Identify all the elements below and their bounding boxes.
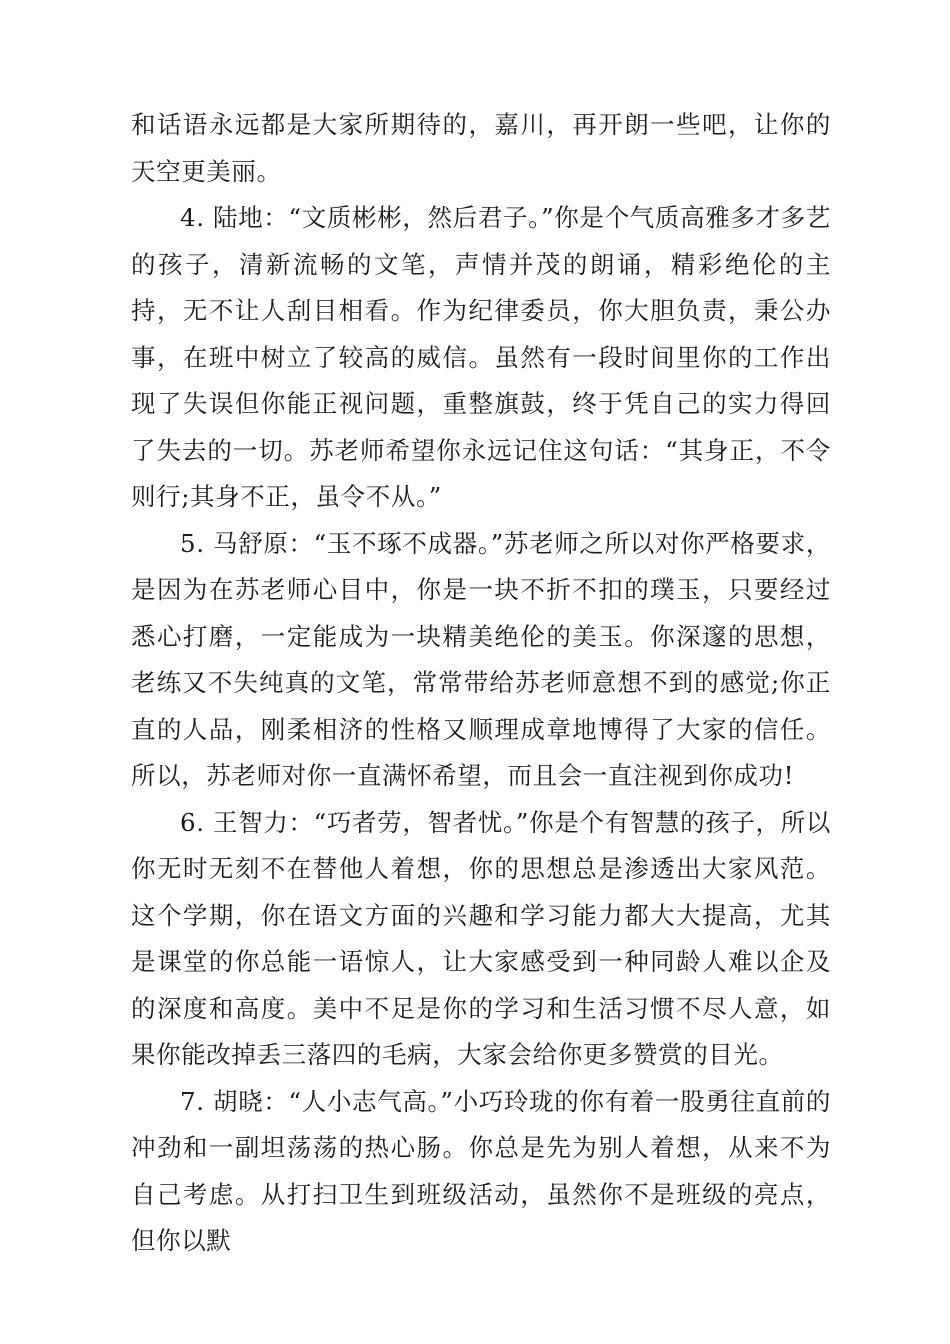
paragraph-comment-4: 4. 陆地：“文质彬彬，然后君子。”你是个气质高雅多才多艺的孩子，清新流畅的文笔，声情并茂的朗诵，精彩绝伦的主持，无不让人刮目相看。作为纪律委员，你大胆负责，秉公办事，在班中树立了较高的威信。虽然有一段时间里你的工作出现了失误但你能正视问题，重整旗鼓，终于凭自己的实力得回了失去的一切。苏老师希望你永远记住这句话：“其身正，不令则行;其身不正，虽令不从。” bbox=[131, 203, 831, 511]
paragraph-comment-5: 5. 马舒原：“玉不琢不成器。”苏老师之所以对你严格要求，是因为在苏老师心目中，你是一块不折不扣的璞玉，只要经过悉心打磨，一定能成为一块精美绝伦的美玉。你深邃的思想，老练又不失纯真的文笔，常常带给苏老师意想不到的感觉;你正直的人品，刚柔相济的性格又顺理成章地博得了大家的信任。所以，苏老师对你一直满怀希望，而且会一直注视到你成功! bbox=[131, 528, 831, 790]
paragraph-comment-6: 6. 王智力：“巧者劳，智者忧。”你是个有智慧的孩子，所以你无时无刻不在替他人着想，你的思想总是渗透出大家风范。这个学期，你在语文方面的兴趣和学习能力都大大提高，尤其是课堂的你总能一语惊人，让大家感受到一种同龄人难以企及的深度和高度。美中不足是你的学习和生活习惯不尽人意，如果你能改掉丢三落四的毛病，大家会给你更多赞赏的目光。 bbox=[131, 807, 831, 1069]
paragraph-continuation: 和话语永远都是大家所期待的，嘉川，再开朗一些吧，让你的天空更美丽。 bbox=[131, 110, 831, 186]
paragraph-comment-7: 7. 胡晓：“人小志气高。”小巧玲珑的你有着一股勇往直前的冲劲和一副坦荡荡的热心肠。你总是先为别人着想，从来不为自己考虑。从打扫卫生到班级活动，虽然你不是班级的亮点，但你以默 bbox=[131, 1086, 831, 1255]
document-body bbox=[131, 102, 831, 1265]
